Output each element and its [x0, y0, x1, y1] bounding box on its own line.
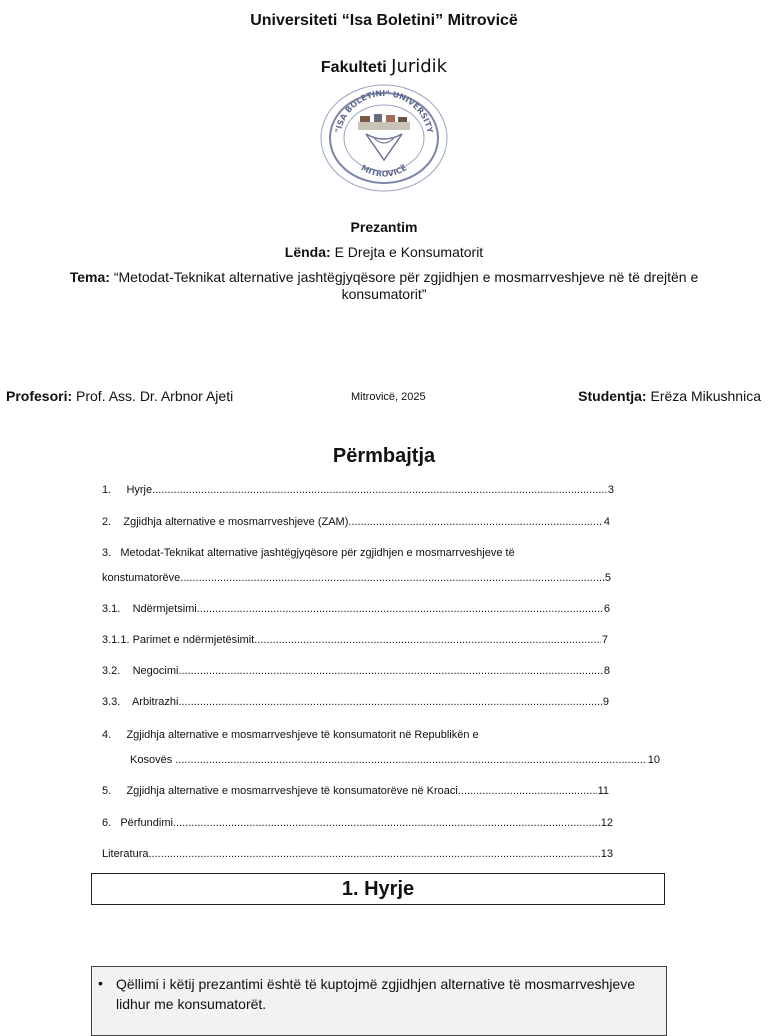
toc-entry[interactable] — [102, 484, 614, 496]
toc-entry-page: 8 — [603, 665, 610, 677]
place-date: Mitrovicë, 2025 — [351, 391, 426, 403]
subject-label: Lënda: — [284, 244, 331, 260]
toc-entry-page: 12 — [600, 817, 613, 829]
bullet-text: Qëllimi i këtij prezantimi është të kuptojmë zgjidhjen alternative të mosmarrveshjeve lidhur me konsumatorët. — [116, 976, 635, 1012]
toc-entry-page: 3 — [607, 484, 614, 496]
professor-label: Profesori: — [6, 388, 73, 404]
section-heading: 1. Hyrje — [91, 873, 665, 905]
toc-entry[interactable] — [102, 516, 610, 528]
toc-entry[interactable] — [102, 572, 611, 584]
toc-entry-label: 3.3. Arbitrazhi — [102, 696, 179, 708]
toc-title: Përmbajtja — [332, 445, 436, 467]
toc-entry[interactable] — [102, 634, 608, 646]
toc-entry[interactable] — [102, 848, 613, 860]
toc-entry-page: 9 — [602, 696, 609, 708]
toc-entry[interactable] — [102, 696, 609, 708]
presentation-title: Prezantim — [350, 219, 418, 235]
toc-entry-label: 5. Zgjidhja alternative e mosmarrveshjeve të konsumatorëve në Kroaci — [102, 785, 458, 797]
bullet-icon: • — [98, 975, 103, 991]
toc-entry-page: 10 — [647, 754, 660, 766]
student-label: Studentja: — [578, 388, 647, 404]
toc-entry-label: 4. Zgjidhja alternative e mosmarrveshjeve të konsumatorit në Republikën e — [102, 729, 479, 741]
toc-entry-page: 6 — [603, 603, 610, 615]
toc-entry-label: 3.1.1. Parimet e ndërmjetësimit — [102, 634, 255, 646]
toc-entry-page: 13 — [600, 848, 613, 860]
toc-entry[interactable] — [102, 817, 613, 829]
toc-entry-label: konstumatorëve — [102, 572, 181, 584]
toc-entry-page: 4 — [603, 516, 610, 528]
seal-top-text: "ISA BOLETINI" UNIVERSITY — [333, 88, 435, 134]
toc-entry[interactable] — [102, 729, 479, 741]
toc-entry-label: 3. Metodat-Teknikat alternative jashtëgjyqësore për zgjidhjen e mosmarrveshjeve të — [102, 547, 515, 559]
bullet-box — [91, 966, 667, 1036]
toc-entry-label: 2. Zgjidhja alternative e mosmarrveshjeve (ZAM) — [102, 516, 349, 528]
professor-name: Prof. Ass. Dr. Arbnor Ajeti — [76, 388, 234, 404]
toc-entry[interactable] — [102, 785, 609, 797]
toc-entry-label: 3.1. Ndërmjetsimi — [102, 603, 197, 615]
faculty-name: Juridik — [391, 56, 448, 77]
subject-value: E Drejta e Konsumatorit — [334, 244, 484, 260]
toc-entry-label: 6. Përfundimi — [102, 817, 173, 829]
toc-entry[interactable] — [102, 603, 610, 615]
toc-entry-page: 7 — [601, 634, 608, 646]
toc-entry-page: 5 — [604, 572, 611, 584]
toc-entry-label: 1. Hyrje — [102, 484, 153, 496]
toc-entry-label: 3.2. Negocimi — [102, 665, 179, 677]
toc-entry-label: Kosovës — [130, 754, 176, 766]
topic-value: “Metodat-Teknikat alternative jashtëgjyqësore për zgjidhjen e mosmarrveshjeve në të drejtën e konsumatorit” — [113, 269, 699, 302]
university-title: Universiteti “Isa Boletini” Mitrovicë — [250, 12, 518, 29]
topic-label: Tema: — [69, 269, 110, 285]
faculty-label: Fakulteti — [320, 59, 387, 76]
toc-entry[interactable] — [102, 547, 515, 559]
student-name: Erëza Mikushnica — [650, 388, 761, 404]
toc-entry-label: Literatura — [102, 848, 149, 860]
toc-entry[interactable] — [102, 665, 610, 677]
toc-entry-page: 11 — [597, 785, 609, 797]
toc-entry[interactable] — [130, 754, 660, 766]
seal-bottom-text: MITROVICË — [359, 163, 409, 179]
